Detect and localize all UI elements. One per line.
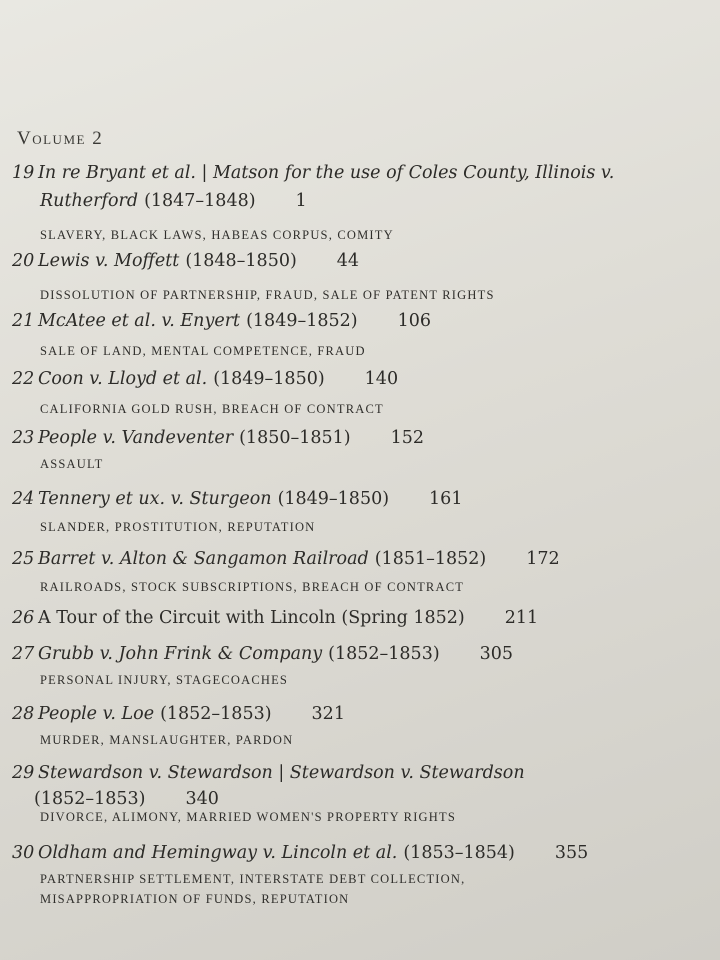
entry-title: Barret v. Alton & Sangamon Railroad	[38, 549, 369, 569]
entry-topics: SALE OF LAND, MENTAL COMPETENCE, FRAUD	[40, 344, 366, 358]
entry-title: People v. Loe	[38, 704, 155, 724]
entry-title: Coon v. Lloyd et al.	[38, 369, 208, 389]
entry-topics: DISSOLUTION OF PARTNERSHIP, FRAUD, SALE OF PATENT RIGHTS	[40, 288, 495, 302]
entry-number: 21	[12, 311, 35, 331]
entry-title: Oldham and Hemingway v. Lincoln et al.	[38, 843, 398, 863]
entry-topics: PARTNERSHIP SETTLEMENT, INTERSTATE DEBT COLLECTION,	[40, 872, 466, 886]
entry-topics: ASSAULT	[40, 457, 104, 471]
entry-topics: SLAVERY, BLACK LAWS, HABEAS CORPUS, COMITY	[40, 228, 394, 242]
entry-years: (1848–1850)	[185, 251, 297, 271]
entry-page: 106	[397, 311, 431, 331]
entry-title: Lewis v. Moffett	[38, 251, 180, 271]
entry-page: 355	[554, 843, 589, 863]
entry-number: 25	[12, 549, 35, 569]
entry-title: Tennery et ux. v. Sturgeon	[38, 489, 272, 509]
bleed-through-text	[329, 0, 711, 113]
entry-years: (1849–1850)	[277, 489, 390, 509]
entry-number: 29	[12, 763, 35, 783]
entry-number: 24	[12, 489, 35, 509]
entry-page: 172	[526, 549, 560, 569]
volume-heading: Volume 2	[17, 128, 104, 149]
entry-number: 20	[12, 251, 35, 271]
entry-topics: PERSONAL INJURY, STAGECOACHES	[40, 673, 289, 687]
entry-title: Stewardson v. Stewardson | Stewardson v. Stewardson	[38, 763, 525, 783]
entry-page: 340	[185, 789, 219, 809]
entry-topics: DIVORCE, ALIMONY, MARRIED WOMEN'S PROPERTY RIGHTS	[40, 810, 457, 824]
entry-years: (1850–1851)	[239, 428, 351, 448]
entry-title: Grubb v. John Frink & Company	[38, 644, 323, 664]
entry-topics: MURDER, MANSLAUGHTER, PARDON	[40, 733, 294, 747]
entry-number: 27	[12, 644, 35, 664]
entry-page: 305	[479, 644, 514, 664]
entry-number: 28	[12, 704, 35, 724]
entry-years: (1849–1850)	[213, 369, 325, 389]
entry-years: (1852–1853)	[34, 789, 146, 809]
entry-page: 211	[504, 608, 539, 628]
entry-years: (1849–1852)	[246, 311, 358, 331]
entry-page: 152	[390, 428, 424, 448]
entry-years: (1851–1852)	[374, 549, 487, 569]
entry-title-cont: Rutherford	[40, 191, 139, 211]
entry-number: 26	[12, 608, 35, 628]
entry-page: 321	[311, 704, 345, 724]
entry-topics-cont: MISAPPROPRIATION OF FUNDS, REPUTATION	[40, 892, 350, 906]
entry-years: (1853–1854)	[403, 843, 515, 863]
entry-number: 30	[12, 843, 35, 863]
entry-page: 44	[336, 251, 360, 271]
entry-number: 19	[12, 163, 35, 183]
entry-page: 161	[429, 489, 463, 509]
entry-number: 23	[12, 428, 35, 448]
entry-topics: CALIFORNIA GOLD RUSH, BREACH OF CONTRACT	[40, 402, 384, 416]
entry-years: (1852–1853)	[328, 644, 440, 664]
entry-topics: SLANDER, PROSTITUTION, REPUTATION	[40, 520, 316, 534]
entry-years: (1852–1853)	[160, 704, 272, 724]
entry-title: In re Bryant et al. | Matson for the use of Coles County, Illinois v.	[38, 163, 615, 183]
entry-title: McAtee et al. v. Enyert	[38, 311, 241, 331]
entry-page: 1	[295, 191, 307, 211]
entry-years: (1847–1848)	[144, 191, 256, 211]
entry-title: A Tour of the Circuit with Lincoln (Spring 1852)	[38, 608, 465, 628]
entry-title: People v. Vandeventer	[38, 428, 234, 448]
entry-page: 140	[364, 369, 399, 389]
entry-number: 22	[12, 369, 35, 389]
entry-topics: RAILROADS, STOCK SUBSCRIPTIONS, BREACH OF CONTRACT	[40, 580, 465, 594]
